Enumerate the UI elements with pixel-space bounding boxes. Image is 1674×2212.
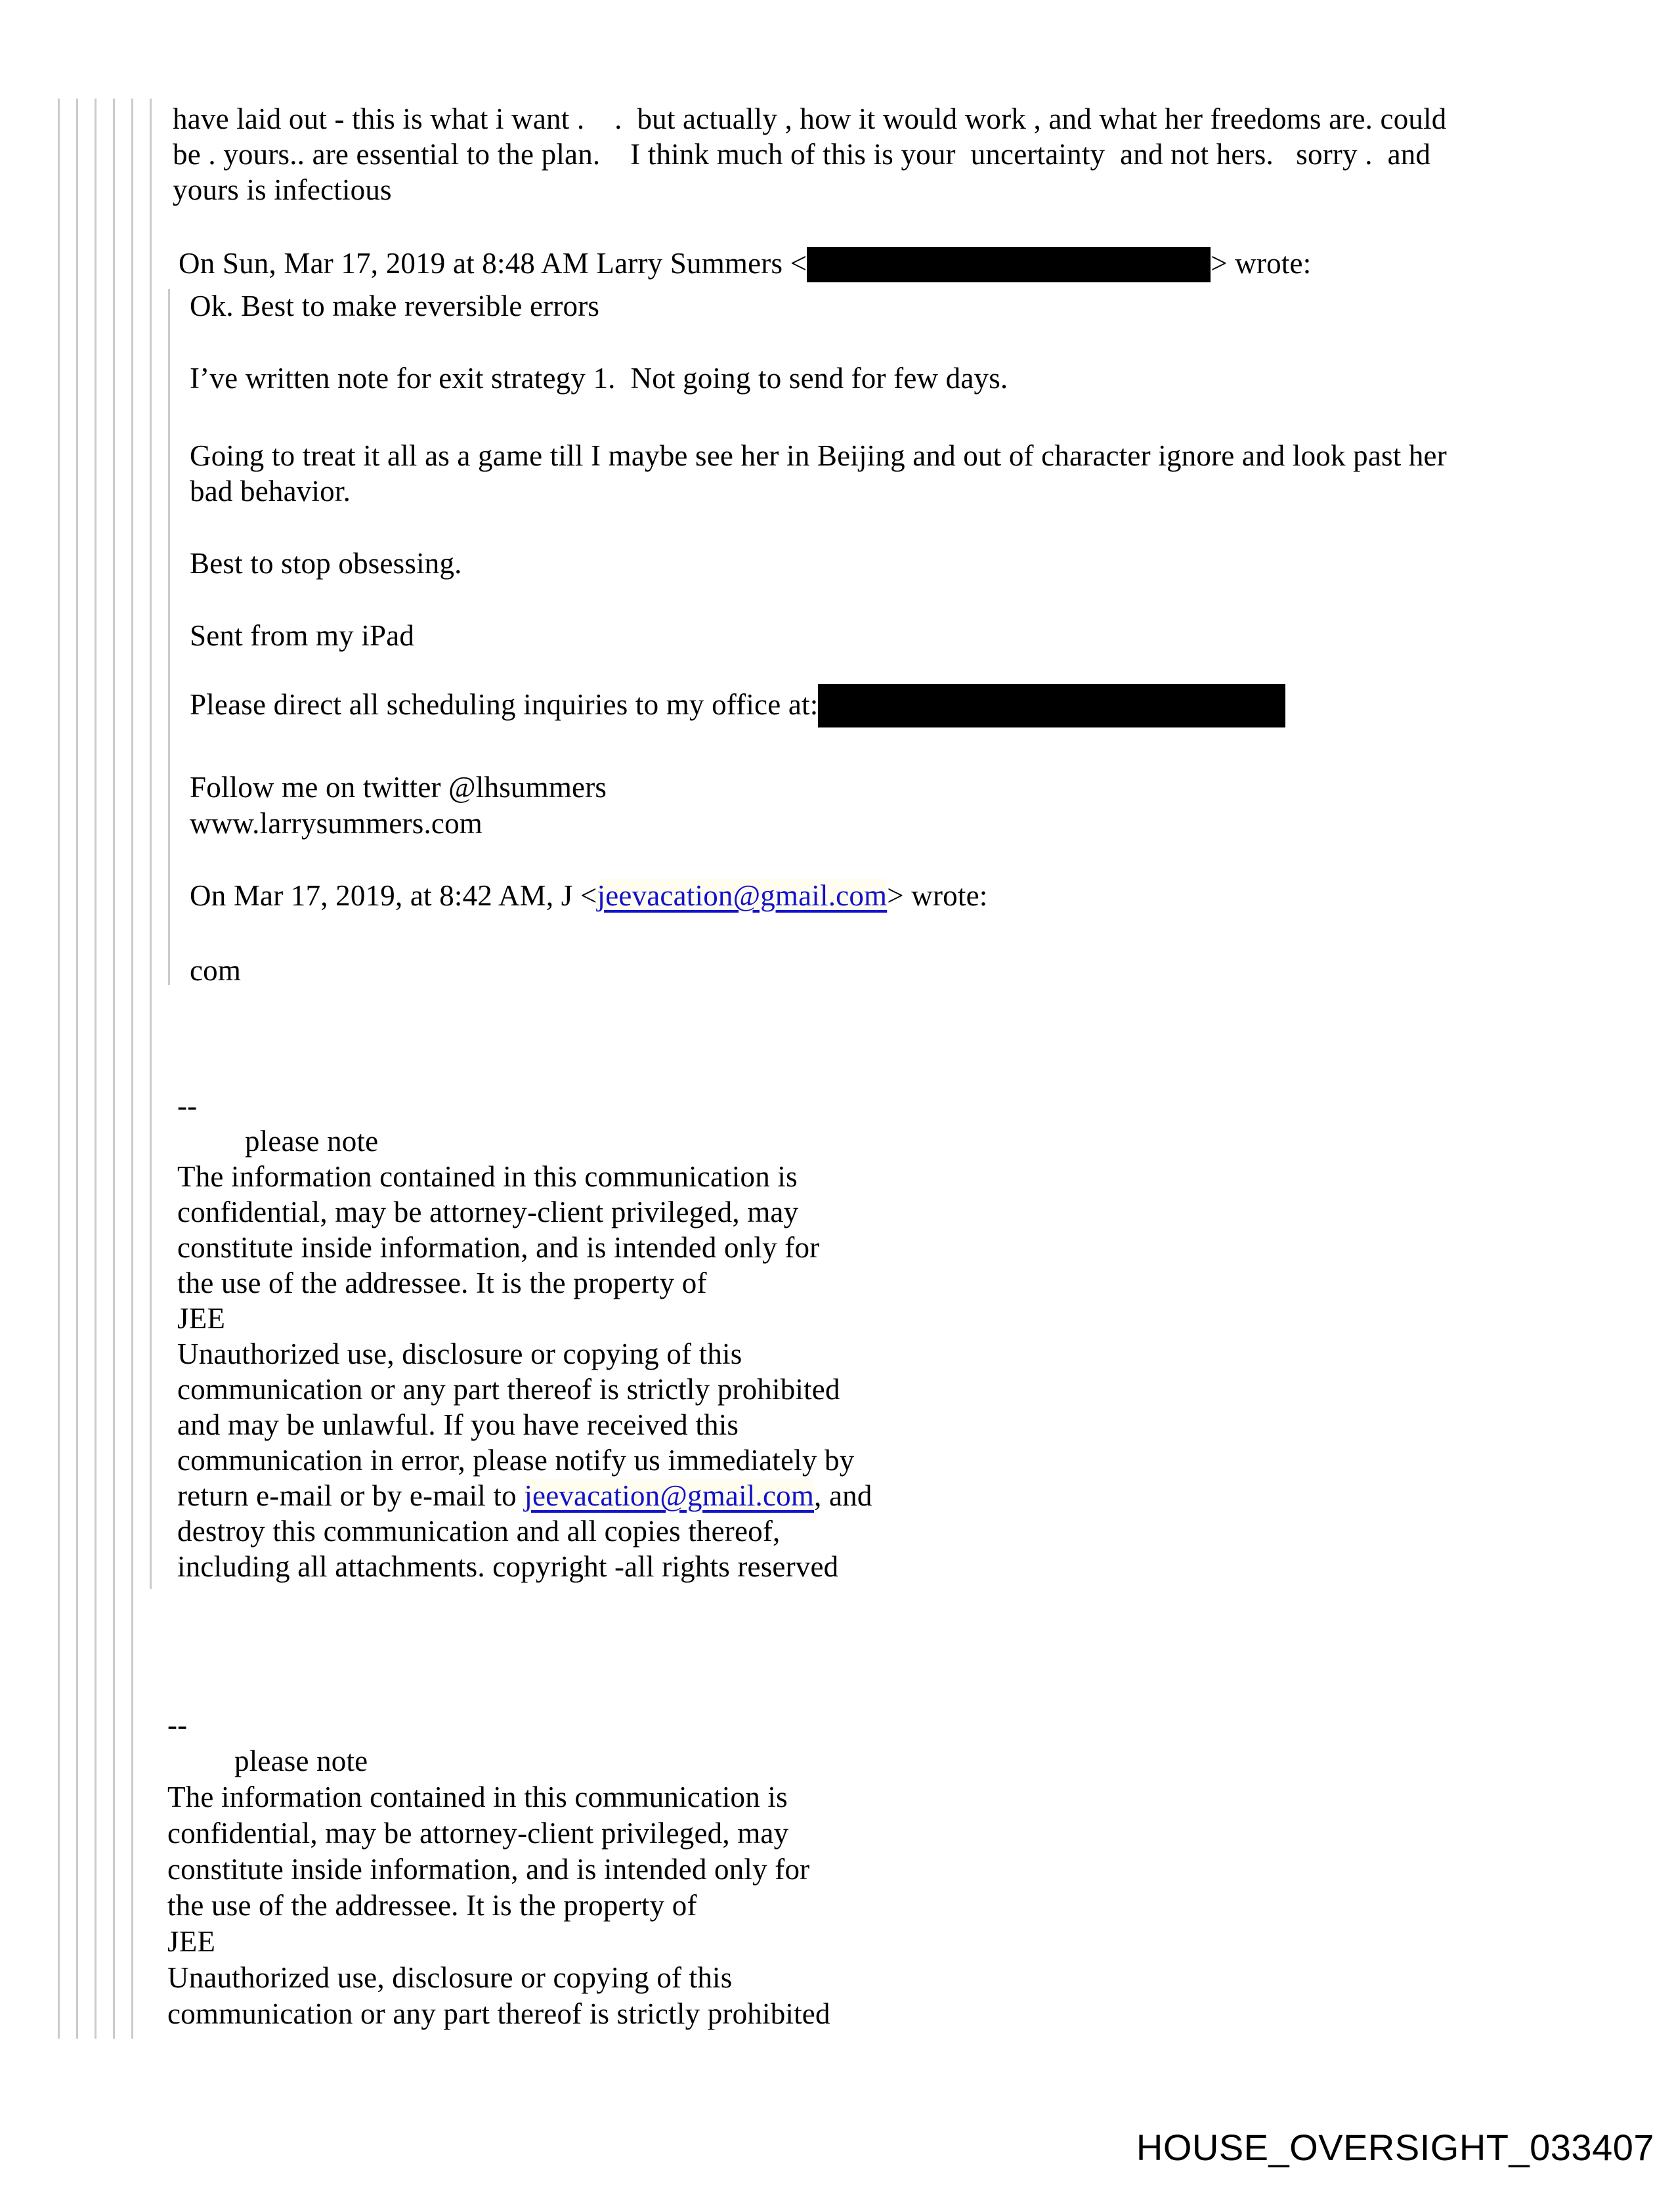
- text-line: constitute inside information, and is intended only for: [167, 1853, 810, 1886]
- text-line: communication or any part thereof is strictly prohibited: [167, 1997, 830, 2030]
- text-line: constitute inside information, and is intended only for: [177, 1231, 820, 1264]
- text-line: destroy this communication and all copies thereof,: [177, 1515, 781, 1548]
- text-segment: > wrote:: [887, 879, 988, 912]
- quote-bar: [168, 289, 170, 985]
- text-line: com: [190, 954, 242, 987]
- text-segment: On Sun, Mar 17, 2019 at 8:48 AM Larry Summers <: [179, 247, 807, 280]
- text-line: the use of the addressee. It is the property of: [177, 1267, 707, 1299]
- quote-bar: [113, 98, 115, 2039]
- redaction-box: [818, 684, 1285, 727]
- text-line: yours is infectious: [173, 173, 392, 206]
- text-line: Follow me on twitter @lhsummers: [190, 771, 607, 804]
- text-line: Ok. Best to make reversible errors: [190, 290, 600, 322]
- text-line: [190, 878, 987, 913]
- text-line: communication or any part thereof is strictly prohibited: [177, 1373, 840, 1406]
- text-line: JEE: [167, 1925, 216, 1958]
- bates-number: HOUSE_OVERSIGHT_033407: [1136, 2127, 1654, 2168]
- text-segment: Please direct all scheduling inquiries to my office at:: [190, 688, 819, 721]
- text-line: [177, 1478, 872, 1513]
- text-segment: return e-mail or by e-mail to: [177, 1479, 525, 1512]
- text-line: Best to stop obsessing.: [190, 547, 462, 580]
- text-segment: > wrote:: [1211, 247, 1312, 280]
- quote-bar: [95, 98, 97, 2039]
- text-line: Unauthorized use, disclosure or copying of this: [177, 1337, 742, 1370]
- text-line: Going to treat it all as a game till I maybe see her in Beijing and out of character ignore and look past her: [190, 439, 1447, 472]
- text-line: have laid out - this is what i want . . but actually , how it would work , and what her freedoms are. could: [173, 102, 1447, 135]
- text-line: The information contained in this communication is: [177, 1160, 798, 1193]
- text-line: and may be unlawful. If you have received this: [177, 1408, 739, 1441]
- redaction-box: [807, 247, 1211, 282]
- text-segment: On Mar 17, 2019, at 8:42 AM, J <: [190, 879, 597, 912]
- text-line: the use of the addressee. It is the property of: [167, 1889, 697, 1922]
- text-line: --: [167, 1708, 188, 1741]
- email-link[interactable]: jeevacation@gmail.com: [597, 879, 888, 912]
- text-line: [190, 687, 1285, 727]
- text-line: www.larrysummers.com: [190, 807, 483, 840]
- text-line: bad behavior.: [190, 475, 351, 508]
- quote-bar: [131, 98, 133, 2039]
- text-line: please note: [234, 1745, 368, 1777]
- text-line: [179, 246, 1311, 282]
- text-line: Sent from my iPad: [190, 619, 415, 652]
- quote-bar: [76, 98, 78, 2039]
- email-link[interactable]: jeevacation@gmail.com: [524, 1479, 815, 1512]
- text-line: The information contained in this communication is: [167, 1781, 788, 1813]
- quote-bar: [58, 98, 60, 2039]
- text-line: confidential, may be attorney-client privileged, may: [177, 1196, 799, 1228]
- quote-bar: [150, 98, 152, 1589]
- text-line: be . yours.. are essential to the plan. I think much of this is your uncertainty and not hers. sorry . and: [173, 138, 1431, 171]
- text-line: communication in error, please notify us immediately by: [177, 1444, 855, 1477]
- text-line: JEE: [177, 1302, 226, 1335]
- text-line: Unauthorized use, disclosure or copying of this: [167, 1961, 733, 1994]
- text-line: including all attachments. copyright -all rights reserved: [177, 1550, 839, 1583]
- text-line: confidential, may be attorney-client privileged, may: [167, 1817, 789, 1850]
- text-line: --: [177, 1089, 198, 1122]
- text-segment: , and: [814, 1479, 872, 1512]
- text-line: please note: [245, 1125, 379, 1158]
- text-line: I’ve written note for exit strategy 1. Not going to send for few days.: [190, 362, 1008, 395]
